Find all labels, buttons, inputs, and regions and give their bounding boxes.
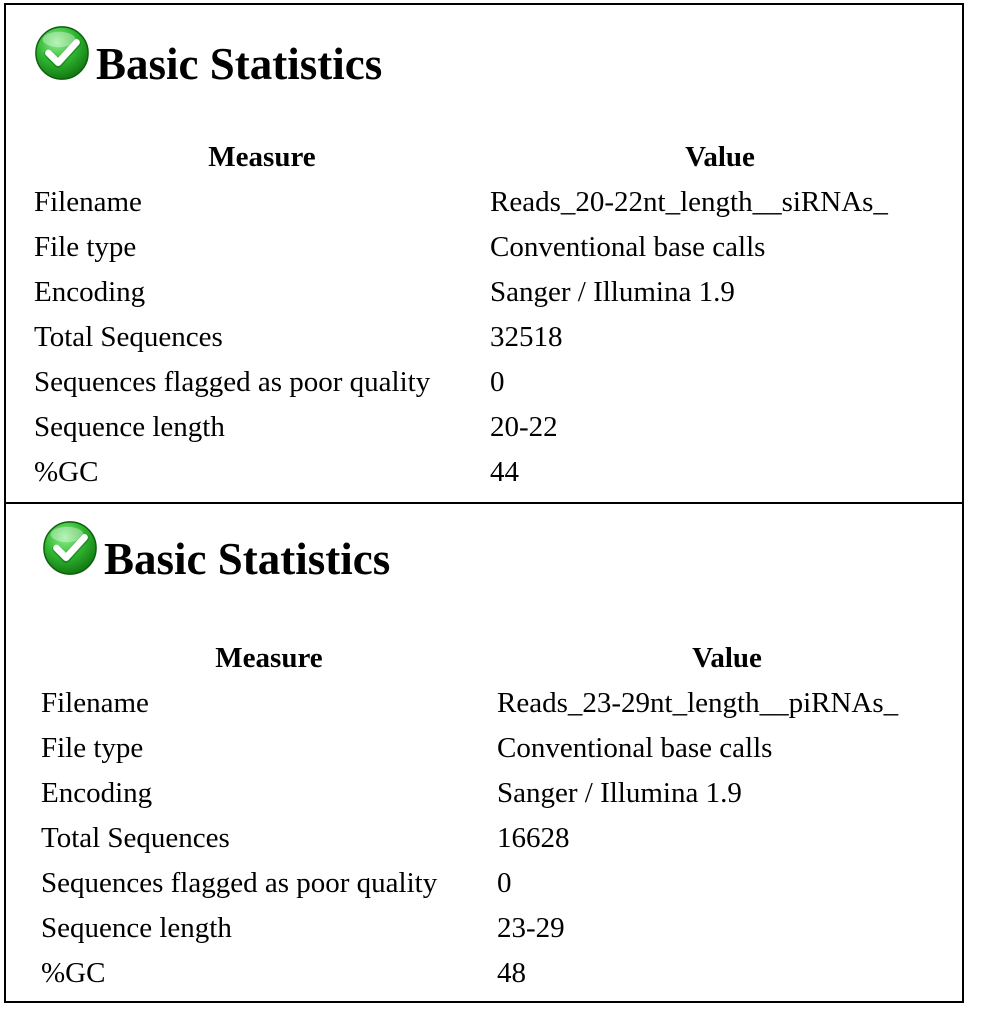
measure-cell: Sequences flagged as poor quality [41, 867, 438, 899]
check-circle-icon [41, 519, 99, 577]
check-circle-icon [33, 24, 91, 82]
table-row [41, 726, 957, 771]
table-row [34, 270, 950, 315]
measure-column-header: Measure [215, 642, 323, 674]
value-cell: Sanger / Illumina 1.9 [490, 276, 735, 308]
table-row [34, 360, 950, 405]
value-cell: 0 [497, 867, 512, 899]
table-row [41, 771, 957, 816]
basic-statistics-panel [4, 502, 964, 1003]
value-cell: 20-22 [490, 411, 558, 443]
value-cell: Reads_20-22nt_length__siRNAs_ [490, 186, 888, 218]
measure-cell: File type [41, 732, 144, 764]
measure-column-header: Measure [208, 141, 316, 173]
value-cell: Conventional base calls [490, 231, 766, 263]
table-row [34, 405, 950, 450]
measure-cell: Encoding [34, 276, 146, 308]
value-cell: 0 [490, 366, 505, 398]
table-row [41, 906, 957, 951]
value-cell: 32518 [490, 321, 563, 353]
value-column-header: Value [692, 642, 762, 674]
measure-cell: Encoding [41, 777, 153, 809]
value-cell: Reads_23-29nt_length__piRNAs_ [497, 687, 899, 719]
table-header-row [34, 135, 950, 180]
value-column-header: Value [685, 141, 755, 173]
table-row [41, 861, 957, 906]
measure-cell: Sequence length [34, 411, 225, 443]
table-row [34, 315, 950, 360]
value-cell: 44 [490, 456, 519, 488]
measure-cell: %GC [41, 957, 106, 989]
value-cell: Conventional base calls [497, 732, 773, 764]
measure-cell: Total Sequences [34, 321, 223, 353]
table-header-row [41, 636, 957, 681]
value-cell: 23-29 [497, 912, 565, 944]
measure-cell: Filename [34, 186, 142, 218]
table-row [41, 681, 957, 726]
value-cell: Sanger / Illumina 1.9 [497, 777, 742, 809]
table-row [41, 951, 957, 996]
measure-cell: %GC [34, 456, 99, 488]
measure-cell: Sequences flagged as poor quality [34, 366, 431, 398]
panel-title: Basic Statistics [104, 534, 391, 584]
measure-cell: Sequence length [41, 912, 232, 944]
panel-title: Basic Statistics [96, 39, 383, 89]
panel-heading [33, 24, 382, 87]
table-row [34, 180, 950, 225]
statistics-table [41, 636, 957, 996]
value-cell: 16628 [497, 822, 570, 854]
measure-cell: File type [34, 231, 137, 263]
panel-heading [41, 519, 390, 582]
statistics-table [34, 135, 950, 495]
table-row [34, 450, 950, 495]
measure-cell: Total Sequences [41, 822, 230, 854]
value-cell: 48 [497, 957, 526, 989]
basic-statistics-panel [4, 3, 964, 506]
table-row [34, 225, 950, 270]
measure-cell: Filename [41, 687, 149, 719]
table-row [41, 816, 957, 861]
